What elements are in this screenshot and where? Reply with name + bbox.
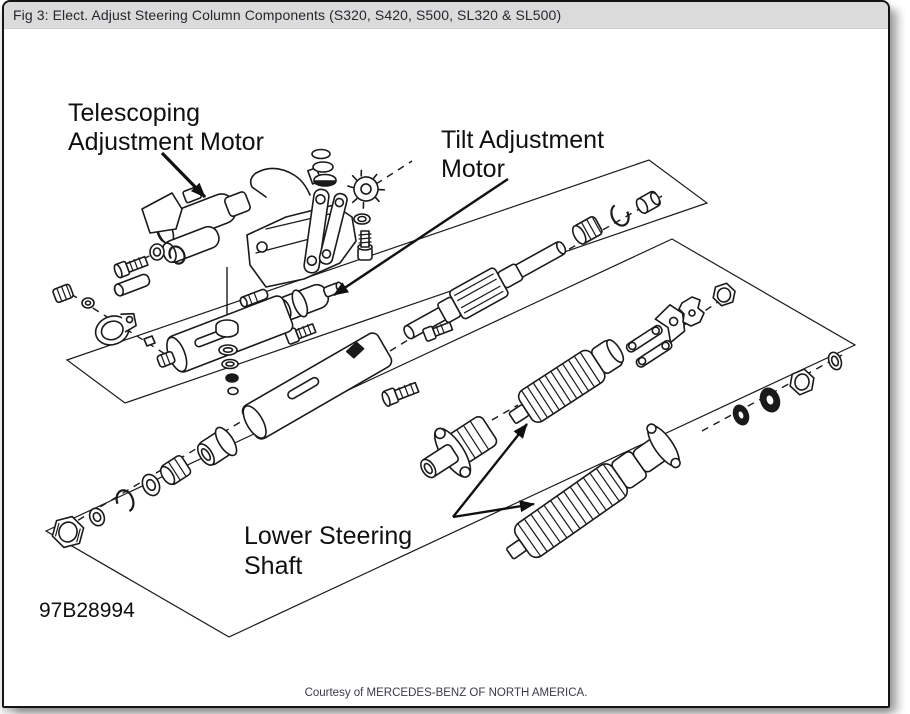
callout-lower-shaft-line2: Shaft [244, 552, 303, 580]
end-cap-part [634, 190, 662, 215]
lower-steering-shaft-1-part [502, 333, 630, 434]
footer-credit: Courtesy of MERCEDES-BENZ OF NORTH AMERICA. [304, 687, 588, 699]
hex-nut-part [712, 281, 736, 308]
washer-part [826, 350, 844, 371]
washer-part [139, 472, 163, 499]
callout-telescoping-line2: Adjustment Motor [68, 128, 264, 156]
flanged-bushing-part [192, 424, 240, 471]
telescoping-arrow [162, 153, 205, 197]
threaded-plug-part [570, 215, 603, 246]
gear-knob-part [344, 165, 388, 210]
flange-coupling-part [408, 405, 505, 495]
callout-tilt-line1: Tilt Adjustment [441, 126, 605, 154]
bushing-part [157, 454, 192, 487]
washer-part [150, 244, 164, 260]
figure-title-bar [4, 2, 888, 29]
callout-telescoping-line1: Telescoping [68, 99, 201, 127]
figure-part-number: 97B28994 [39, 599, 135, 622]
bearing-clamp-part [91, 308, 141, 350]
washer-part [354, 214, 370, 224]
washer-part [87, 506, 107, 528]
bolt-part [358, 231, 372, 260]
washer-stack-top [312, 150, 336, 187]
hex-nut-part [789, 367, 815, 396]
callout-lower-shaft-line1: Lower Steering [244, 522, 413, 550]
steering-column-diagram [4, 29, 888, 706]
lower-shaft-arrow-2 [453, 504, 534, 517]
figure-title: Fig 3: Elect. Adjust Steering Column Components (S320, S420, S500, SL320 & SL500) [13, 7, 562, 23]
bolt-part [380, 380, 419, 407]
inner-column-tube-part [238, 331, 394, 443]
figure-content [4, 29, 888, 706]
washer-part [82, 298, 94, 308]
washer-part [757, 386, 782, 415]
lower-steering-shaft-2-part [495, 420, 686, 575]
snap-ring-part [608, 202, 632, 229]
callout-tilt-line2: Motor [441, 155, 505, 183]
motor-bracket-plate [142, 193, 182, 233]
lock-clip-hole [689, 310, 695, 316]
figure-viewer-window [2, 0, 890, 708]
threaded-plug-part [52, 284, 74, 304]
key-bit-part [144, 336, 155, 346]
